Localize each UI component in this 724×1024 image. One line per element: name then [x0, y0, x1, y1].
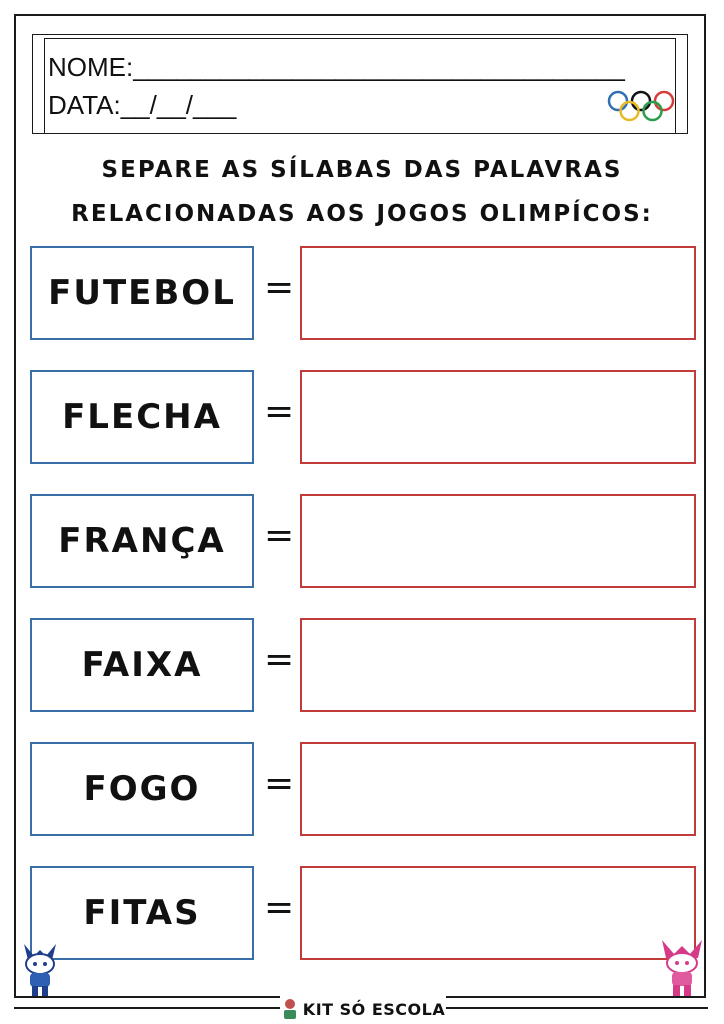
exercise-row — [0, 866, 724, 960]
answer-box[interactable] — [300, 618, 696, 712]
footer-brand — [280, 996, 446, 1022]
answer-box[interactable] — [300, 370, 696, 464]
student-icon — [281, 998, 299, 1020]
exercise-row — [0, 246, 724, 340]
name-blank[interactable]: __________________________________ — [133, 52, 625, 82]
pink-mascot-icon — [656, 936, 708, 998]
date-label: DATA: — [48, 90, 121, 120]
answer-box[interactable] — [300, 494, 696, 588]
equals-sign: = — [264, 267, 295, 308]
equals-sign: = — [264, 763, 295, 804]
word-box: FUTEBOL — [30, 246, 254, 340]
name-label: NOME: — [48, 52, 134, 82]
instructions-line-1: SEPARE AS SÍLABAS DAS PALAVRAS — [101, 157, 623, 183]
word-box: FRANÇA — [30, 494, 254, 588]
exercise-row — [0, 370, 724, 464]
date-blank[interactable]: __/__/___ — [120, 90, 237, 120]
footer-divider-left — [14, 1007, 284, 1009]
exercise-row — [0, 494, 724, 588]
word-box: FITAS — [30, 866, 254, 960]
name-field — [48, 52, 625, 83]
footer — [0, 994, 724, 1024]
word-box: FOGO — [30, 742, 254, 836]
footer-divider-right — [440, 1007, 708, 1009]
answer-box[interactable] — [300, 246, 696, 340]
answer-box[interactable] — [300, 742, 696, 836]
date-field — [48, 90, 236, 121]
olympic-rings-icon — [606, 90, 676, 124]
answer-box[interactable] — [300, 866, 696, 960]
brand-name: KIT SÓ ESCOLA — [302, 999, 446, 1019]
exercise-row — [0, 618, 724, 712]
instructions — [40, 148, 684, 236]
equals-sign: = — [264, 515, 295, 556]
exercise-row — [0, 742, 724, 836]
equals-sign: = — [264, 887, 295, 928]
word-box: FAIXA — [30, 618, 254, 712]
blue-mascot-icon — [16, 938, 64, 998]
word-box: FLECHA — [30, 370, 254, 464]
instructions-line-2: RELACIONADAS AOS JOGOS OLIMPÍCOS: — [71, 201, 653, 227]
equals-sign: = — [264, 639, 295, 680]
equals-sign: = — [264, 391, 295, 432]
